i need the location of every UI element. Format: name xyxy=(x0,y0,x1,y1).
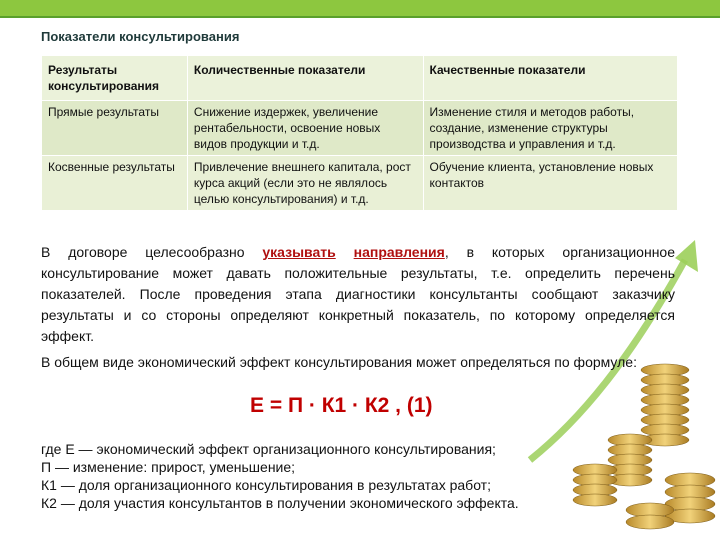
table-header-cell: Результаты консультирования xyxy=(42,56,188,101)
contract-paragraph xyxy=(41,242,675,347)
table-cell: Снижение издержек, увеличение рентабельности, освоение новых видов продукции и т.д. xyxy=(187,101,423,156)
table-cell: Косвенные результаты xyxy=(42,156,188,211)
highlight-word: указывать xyxy=(262,244,336,260)
formula-definitions xyxy=(41,440,519,512)
paragraph-text: В договоре целесообразно xyxy=(41,244,263,260)
definition-line: К1 — доля организационного консультирования в результатах работ; xyxy=(41,477,491,493)
table-header-cell: Количественные показатели xyxy=(187,56,423,101)
table-header-cell: Качественные показатели xyxy=(423,56,677,101)
paragraph-space xyxy=(336,244,354,260)
table-cell: Обучение клиента, установление новых контактов xyxy=(423,156,677,211)
definition-line: где Е — экономический эффект организационного консультирования; xyxy=(41,441,496,457)
page-title: Показатели консультирования xyxy=(41,29,240,44)
table-cell: Прямые результаты xyxy=(42,101,188,156)
effect-formula: Е = П · К1 · К2 , (1) xyxy=(250,394,433,417)
definition-line: П — изменение: прирост, уменьшение; xyxy=(41,459,296,475)
formula-intro-paragraph: В общем виде экономический эффект консультирования может определяться по формуле: xyxy=(41,354,637,370)
definition-line: К2 — доля участия консультантов в получении экономического эффекта. xyxy=(41,495,519,511)
header-bar xyxy=(0,0,720,16)
indicators-table xyxy=(41,55,678,211)
header-bar-line xyxy=(0,16,720,18)
table-row xyxy=(42,101,678,156)
table-header-row xyxy=(42,56,678,101)
paragraph-text: , в которых организационное консультирование может давать положительные результаты, т.е. определить перечень показателей. После проведения этапа диагностики консультанты сообщают заказчику результаты и со стороны определяют конкретный показатель, по которому определяется эффект. xyxy=(41,244,675,344)
table-cell: Привлечение внешнего капитала, рост курса акций (если это не являлось целью консультирования) и т.д. xyxy=(187,156,423,211)
table-cell: Изменение стиля и методов работы, создание, изменение структуры производства и управления и т.д. xyxy=(423,101,677,156)
highlight-word: направления xyxy=(353,244,445,260)
table-row xyxy=(42,156,678,211)
